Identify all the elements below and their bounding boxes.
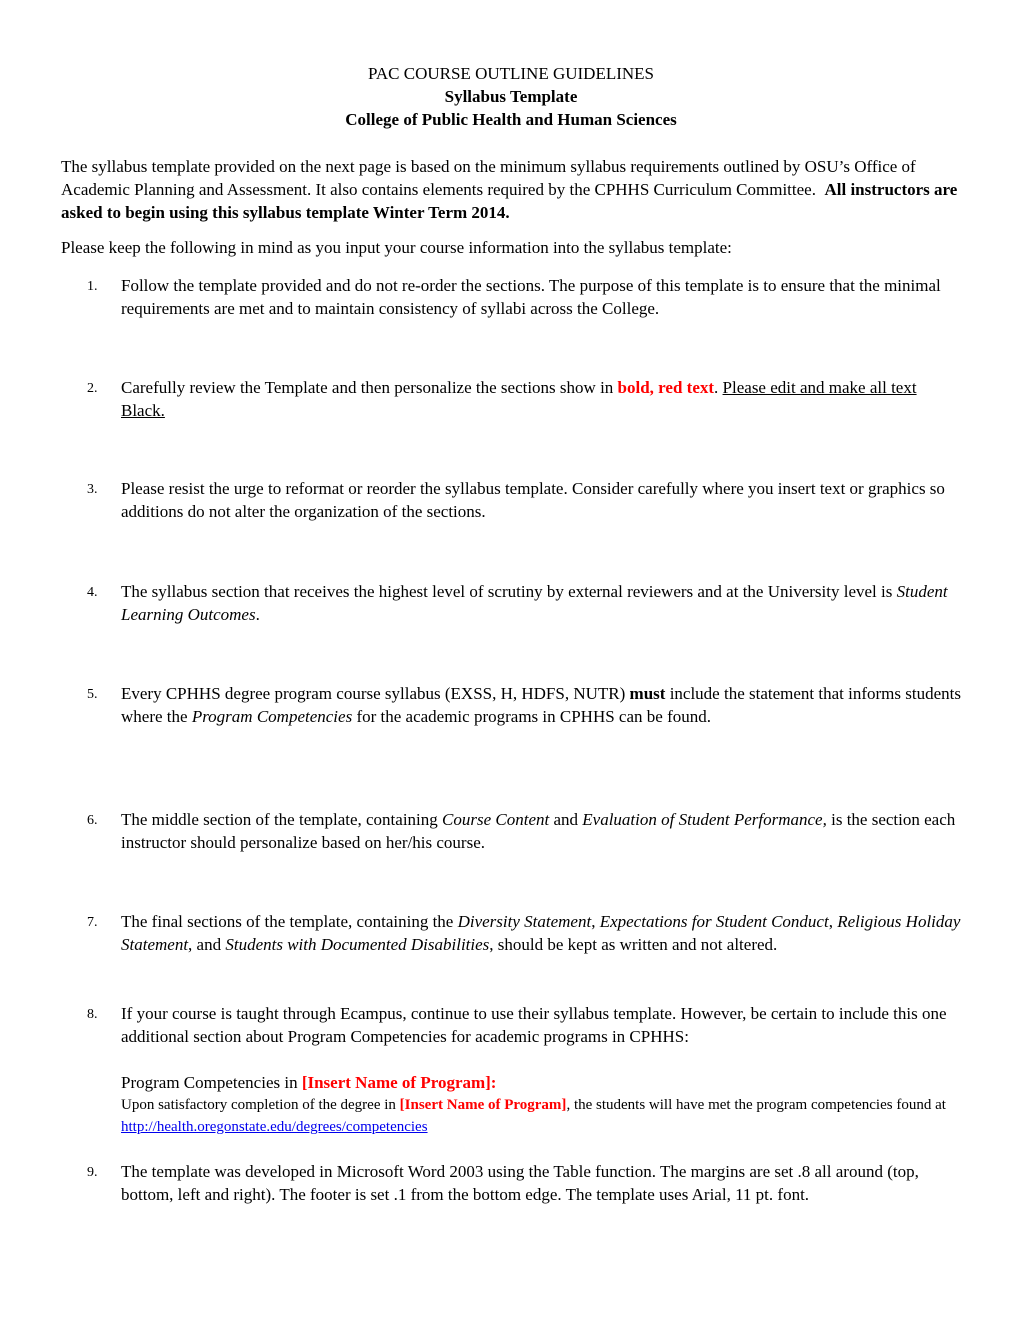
item-number: 9. [87, 1165, 98, 1180]
item-number: 6. [87, 813, 98, 828]
item-text: Please resist the urge to reformat or reorder the syllabus template. Consider carefully where you insert text or graphics so additions do not alter the organization of the sections. [121, 479, 945, 521]
item-number: 1. [87, 279, 98, 294]
item-text: The middle section of the template, containing Course Content and Evaluation of Student Performance, is the section each instructor should personalize based on her/his course. [121, 810, 956, 852]
instructions-lead: Please keep the following in mind as you input your course information into the syllabus template: [61, 238, 732, 257]
intro-paragraph [61, 155, 961, 224]
item-text: The template was developed in Microsoft Word 2003 using the Table function. The margins are set .8 all around (top, bottom, left and right). The footer is set .1 from the bottom edge. The template uses Arial, 11 pt. font. [121, 1162, 919, 1204]
item-number: 7. [87, 915, 98, 930]
item-text: Carefully review the Template and then personalize the sections show in bold, red text. Please edit and make all text Black. [121, 378, 917, 420]
item-number: 4. [87, 585, 98, 600]
item-number: 8. [87, 1007, 98, 1022]
intro-text: The syllabus template provided on the next page is based on the minimum syllabus requirements outlined by OSU’s Office of Academic Planning and Assessment. It also contains elements required by the CPHHS Curriculum Committee. [61, 157, 916, 199]
intro-bold-text: All instructors are asked to begin using this syllabus template Winter Term 2014. [61, 180, 958, 222]
item-number: 5. [87, 687, 98, 702]
item-text: The syllabus section that receives the highest level of scrutiny by external reviewers and at the University level is Student Learning Outcomes. [121, 582, 948, 624]
program-competencies-title: Program Competencies in [Insert Name of Program]: [121, 1073, 497, 1092]
item-text: Every CPHHS degree program course syllabus (EXSS, H, HDFS, NUTR) must include the statement that informs students where the Program Competencies for the academic programs in CPHHS can be found. [121, 684, 961, 726]
document-page [61, 62, 961, 1204]
item-text: Follow the template provided and do not re-order the sections. The purpose of this template is to ensure that the minimal requirements are met and to maintain consistency of syllabi across the College. [121, 276, 941, 318]
competencies-link[interactable]: http://health.oregonstate.edu/degrees/competencies [121, 1119, 428, 1135]
item-text: The final sections of the template, containing the Diversity Statement, Expectations for Student Conduct, Religious Holiday Statement, and Students with Documented Disabilities, should be kept as written and not altered. [121, 912, 961, 954]
document-title: PAC COURSE OUTLINE GUIDELINES [367, 64, 654, 83]
program-competencies-body: Upon satisfactory completion of the degree in [Insert Name of Program], the students will have met the program competencies found at http://health.oregonstate.edu/degrees/competencies [121, 1097, 946, 1135]
document-subtitle: Syllabus Template [444, 87, 578, 106]
item-number: 2. [87, 381, 98, 396]
ecampus-text: If your course is taught through Ecampus, continue to use their syllabus template. However, be certain to include this one additional section about Program Competencies for academic programs in CPHHS: [121, 1004, 947, 1046]
college-name: College of Public Health and Human Sciences [345, 110, 677, 129]
item-number: 3. [87, 482, 98, 497]
item-text [121, 1002, 961, 1138]
